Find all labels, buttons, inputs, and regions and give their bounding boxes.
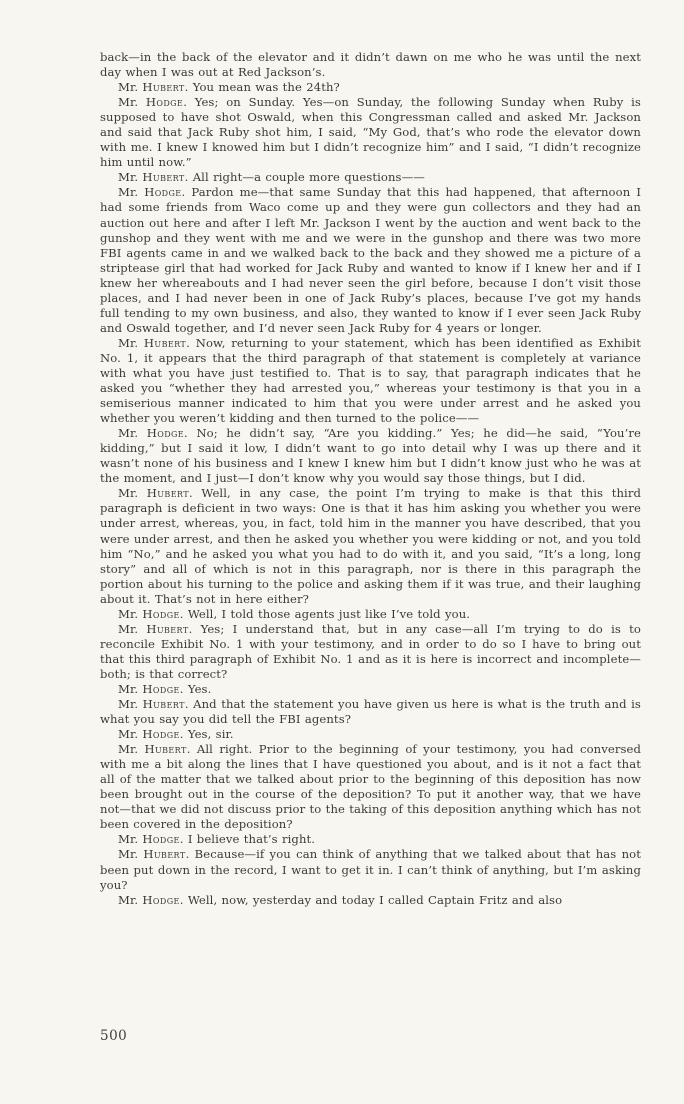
speaker-name: Mr. Hubert. [118,742,197,757]
transcript-paragraph: Mr. Hodge. I believe that’s right. [118,832,316,847]
transcript-paragraph: back—in the back of the elevator and it didn’t dawn on me who he was until the next day when I was out at Red Jackson’s. [100,50,641,80]
speaker-name: Mr. Hodge. [118,727,188,742]
page-number: 500 [100,1028,128,1044]
transcript-paragraph: Mr. Hodge. Pardon me—that same Sunday that this had happened, that afternoon I had some friends from Waco come up and they were gun collectors and they had an auction out here and after I left Mr. Jackson I went by the auction and went back to the gunshop and they went with me and we were in the gunshop and there was two more FBI agents came in and we walked back to the back and they showed me a picture of a striptease girl that had worked for Jack Ruby and wanted to know if I knew her and if I knew her whereabouts and I had never seen the girl before, because I don’t visit those places, and I had never been in one of Jack Ruby’s places, because I’ve got my hands full tending to my own business, and also, they wanted to know if I ever seen Jack Ruby and Oswald together, and I’d never seen Jack Ruby for 4 years or longer. [100,185,642,335]
speaker-name: Mr. Hubert. [118,170,193,185]
speaker-name: Mr. Hodge. [118,606,188,621]
transcript-paragraph: Mr. Hodge. Well, I told those agents just like I’ve told you. [118,606,471,621]
transcript-paragraph: Mr. Hubert. Well, in any case, the point I’m trying to make is that this third paragraph is deficient in two ways: One is that it has him asking you whether you were under arrest, whereas, you, in fact, told him in the manner you have described, that you were under arrest, and then he asked you whether you were kidding or not, and you told him “No,” and he asked you what you had to do with it, and you said, “It’s a long, long story” and all of which is not in this paragraph, nor is there in this paragraph the portion about his turning to the police and asking them if it was true, and their laughing about it. That’s not in here either? [100,486,641,606]
transcript [100,50,641,908]
transcript-paragraph: Mr. Hodge. Yes, sir. [118,727,234,742]
transcript-paragraph: Mr. Hubert. Yes; I understand that, but in any case—all I’m trying to do is to reconcile Exhibit No. 1 with your testimony, and in order to do so I have to bring out that this third paragraph of Exhibit No. 1 and as it is here is incorrect and incomplete—both; is that correct? [100,621,641,681]
speaker-name: Mr. Hodge. [118,681,188,696]
speaker-name: Mr. Hubert. [118,621,201,636]
transcript-paragraph: Mr. Hodge. No; he didn’t say, “Are you kidding.” Yes; he did—he said, “You’re kidding,” but I said it low, I didn’t want to go into detail why I was up there and it wasn’t none of his business and I knew I knew him but I didn’t know just who he was at the moment, and I just—I don’t know why you would say those things, but I did. [100,426,641,486]
transcript-paragraph: Mr. Hubert. Now, returning to your statement, which has been identified as Exhibit No. 1, it appears that the third paragraph of that statement is completely at variance with what you have just testified to. That is to say, that paragraph indicates that he asked you “whether they had arrested you,” whereas your testimony is that you in a semiserious manner indicated to him that you were under arrest and he asked you whether you weren’t kidding and then turned to the police—— [100,335,641,426]
transcript-paragraph: Mr. Hodge. Well, now, yesterday and today I called Captain Fritz and also [118,892,563,907]
speaker-name: Mr. Hodge. [118,185,192,200]
speaker-name: Mr. Hodge. [118,892,188,907]
speaker-name: Mr. Hubert. [118,335,196,350]
transcript-paragraph: Mr. Hubert. All right. Prior to the beginning of your testimony, you had conversed with me a bit along the lines that I have questioned you about, and is it not a fact that all of the matter that we talked about prior to the beginning of this deposition has now been brought out in the course of the deposition? To put it another way, that we have not—that we did not discuss prior to the taking of this deposition anything which has not been covered in the deposition? [100,742,641,832]
speaker-name: Mr. Hubert. [118,697,194,712]
speaker-name: Mr. Hodge. [118,426,197,441]
transcript-paragraph: Mr. Hubert. All right—a couple more questions—— [118,170,425,185]
transcript-paragraph: Mr. Hodge. Yes; on Sunday. Yes—on Sunday, the following Sunday when Ruby is supposed to have shot Oswald, when this Congressman called and asked Mr. Jackson and said that Jack Ruby shot him, I said, “My God, that’s who rode the elevator down with me. I knew I knowed him but I didn’t recognize him” and I said, “I didn’t recognize him until now.” [100,95,641,170]
transcript-paragraph: Mr. Hubert. And that the statement you have given us here is what is the truth and is what you say you did tell the FBI agents? [100,697,641,727]
speaker-name: Mr. Hubert. [118,486,202,501]
transcript-paragraph: Mr. Hubert. You mean was the 24th? [118,80,340,95]
speaker-name: Mr. Hubert. [118,80,193,95]
speaker-name: Mr. Hodge. [118,832,188,847]
speaker-name: Mr. Hodge. [118,95,195,110]
transcript-paragraph: Mr. Hubert. Because—if you can think of anything that we talked about that has not been put down in the record, I want to get it in. I can’t think of anything, but I’m asking you? [100,847,641,892]
transcript-paragraph: Mr. Hodge. Yes. [118,681,212,696]
speaker-name: Mr. Hubert. [118,847,195,862]
